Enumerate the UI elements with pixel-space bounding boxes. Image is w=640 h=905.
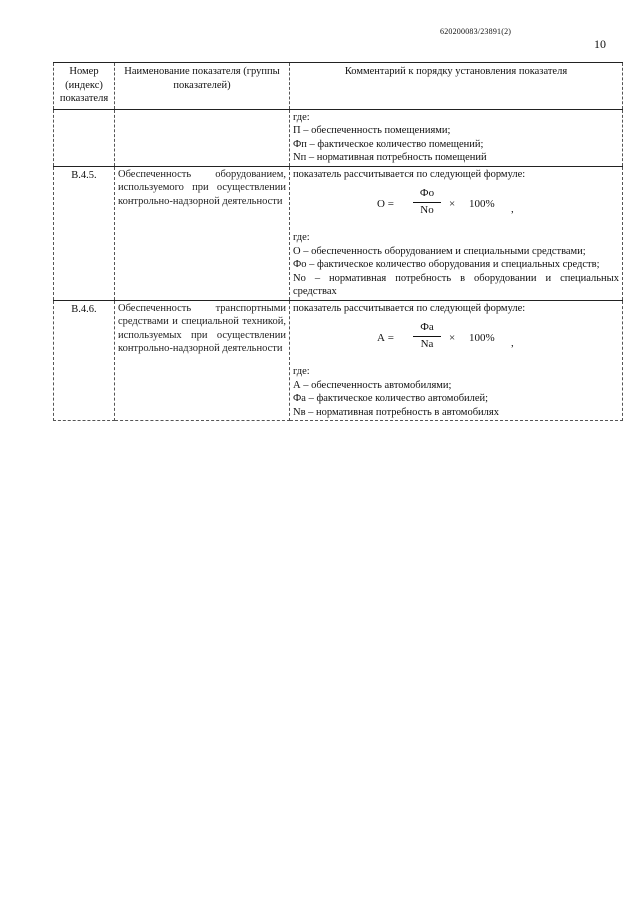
header-comment: Комментарий к порядку установления показателя [290,63,623,110]
formula-intro: показатель рассчитывается по следующей формуле: [293,302,526,314]
where-label: где: [293,232,310,243]
indicator-number: В.4.6. [54,300,115,421]
continuation-comment [290,109,623,166]
formula-percent: 100% [469,332,495,344]
formula-lhs: А = [377,332,394,344]
table-header-row [54,63,623,110]
formula-numerator: Фо [413,187,441,203]
indicators-table [53,62,623,421]
formula-denominator: Nо [420,203,434,216]
formula-fraction [413,321,441,351]
definition-line: П – обеспеченность помещениями; [293,125,451,136]
formula-percent: 100% [469,198,495,210]
formula-lhs: О = [377,198,394,210]
formula-fraction [413,187,441,217]
formula-times: × [449,332,456,344]
definition-line: Фо – фактическое количество оборудования и специальных средств; [293,259,600,270]
document-id: 620200083/23891(2) [440,27,512,36]
formula-denominator: Nа [420,337,434,350]
formula-numerator: Фа [413,321,441,337]
header-name: Наименование показателя (группы показателей) [115,63,290,110]
formula [293,319,619,363]
formula [293,185,619,229]
definition-line: Фп – фактическое количество помещений; [293,138,484,150]
header-number: Номер (индекс) показателя [54,63,115,110]
table-row [54,166,623,300]
indicator-name: Обеспеченность оборудованием, используемого при осуществлении контрольно-надзорной деятельности [115,166,290,300]
formula-times: × [449,198,456,210]
where-label: где: [293,366,310,377]
indicator-number: В.4.5. [54,166,115,300]
indicator-comment [290,166,623,300]
definition-line: А – обеспеченность автомобилями; [293,379,452,391]
table-row [54,300,623,421]
indicator-name: Обеспеченность транспортными средствами и специальной техникой, используемых при осуществлении контрольно-надзорной деятельности [115,300,290,421]
definition-line: О – обеспеченность оборудованием и специальными средствами; [293,245,586,257]
where-label: где: [293,111,310,123]
definition-line: Nв – нормативная потребность в автомобилях [293,406,499,418]
formula-comma: , [511,203,514,215]
table-row-continuation [54,109,623,166]
page-number: 10 [594,37,606,51]
definition-line: Nо – нормативная потребность в оборудовании и специальных средствах [293,272,619,297]
definition-line: Nп – нормативная потребность помещений [293,152,487,163]
definition-line: Фа – фактическое количество автомобилей; [293,393,489,404]
formula-comma: , [511,337,514,349]
formula-intro: показатель рассчитывается по следующей формуле: [293,168,526,180]
indicator-comment [290,300,623,421]
